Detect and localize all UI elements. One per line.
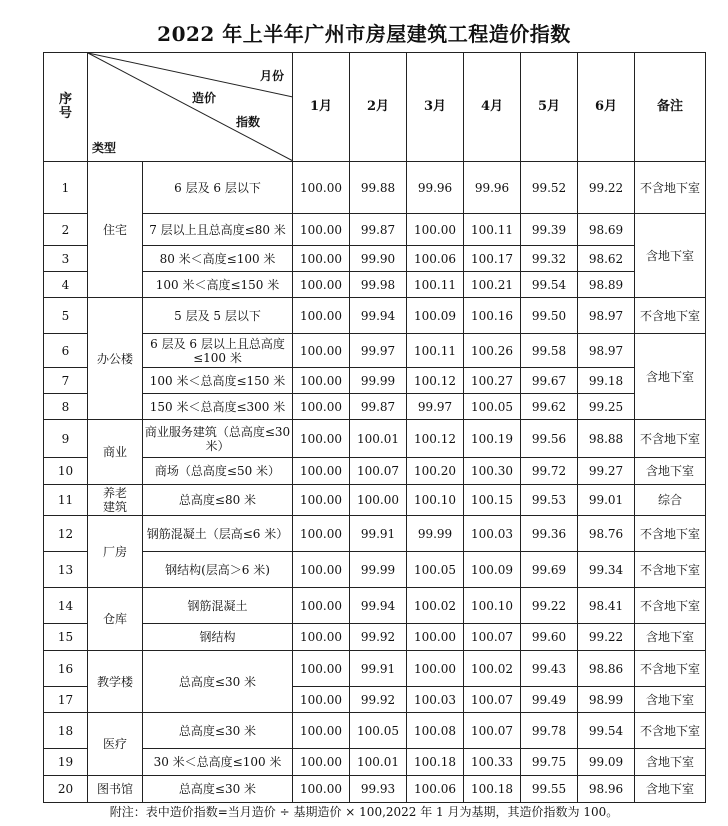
cell-value: 99.91 <box>350 651 407 687</box>
cell-value: 99.75 <box>521 749 578 776</box>
cell-value: 100.11 <box>407 334 464 368</box>
cell-value: 99.72 <box>521 458 578 485</box>
cell-value: 100.33 <box>464 749 521 776</box>
cell-value: 100.05 <box>407 552 464 588</box>
cell-value: 100.03 <box>407 687 464 713</box>
row-desc: 钢结构 <box>143 624 293 651</box>
cell-value: 99.09 <box>578 749 635 776</box>
table-row <box>44 420 706 458</box>
table-row <box>44 394 706 420</box>
row-no: 16 <box>44 651 88 687</box>
cell-value: 98.88 <box>578 420 635 458</box>
cell-value: 100.30 <box>464 458 521 485</box>
cell-value: 99.99 <box>350 552 407 588</box>
category-library: 图书馆 <box>88 776 143 803</box>
header-index-label: 指数 <box>236 115 261 129</box>
cell-value: 100.05 <box>350 713 407 749</box>
cell-value: 100.12 <box>407 368 464 394</box>
row-no: 5 <box>44 298 88 334</box>
cell-value: 100.00 <box>293 485 350 516</box>
cell-value: 98.97 <box>578 334 635 368</box>
cell-value: 100.00 <box>293 588 350 624</box>
cell-value: 100.00 <box>293 214 350 246</box>
cell-value: 100.09 <box>464 552 521 588</box>
header-diagonal <box>88 53 293 162</box>
row-no: 17 <box>44 687 88 713</box>
footnote: 附注：表中造价指数=当月造价 ÷ 基期造价 × 100,2022 年 1 月为基期，其造价指数为 100。 <box>109 805 619 819</box>
category-office: 办公楼 <box>88 298 143 420</box>
row-desc: 钢结构(层高＞6 米) <box>143 552 293 588</box>
cell-value: 99.54 <box>521 272 578 298</box>
table-row <box>44 246 706 272</box>
header-note: 备注 <box>635 53 706 162</box>
row-note: 不含地下室 <box>635 588 706 624</box>
cell-value: 100.06 <box>407 776 464 803</box>
cell-value: 98.97 <box>578 298 635 334</box>
cell-value: 100.07 <box>464 687 521 713</box>
cell-value: 99.60 <box>521 624 578 651</box>
row-no: 4 <box>44 272 88 298</box>
cell-value: 99.43 <box>521 651 578 687</box>
cell-value: 100.06 <box>407 246 464 272</box>
cell-value: 100.00 <box>407 214 464 246</box>
cell-value: 99.91 <box>350 516 407 552</box>
cell-value: 100.00 <box>293 516 350 552</box>
cell-value: 100.00 <box>293 334 350 368</box>
cell-value: 99.53 <box>521 485 578 516</box>
cell-value: 99.87 <box>350 214 407 246</box>
row-note: 含地下室 <box>635 458 706 485</box>
cell-value: 100.12 <box>407 420 464 458</box>
row-note: 不含地下室 <box>635 552 706 588</box>
category-warehouse: 仓库 <box>88 588 143 651</box>
cell-value: 100.00 <box>293 713 350 749</box>
table-row <box>44 552 706 588</box>
header-month-label: 月份 <box>259 69 284 83</box>
table-row <box>44 776 706 803</box>
cell-value: 98.99 <box>578 687 635 713</box>
cell-value: 98.96 <box>578 776 635 803</box>
table-row <box>44 588 706 624</box>
cell-value: 100.17 <box>464 246 521 272</box>
row-desc: 6 层及 6 层以上且总高度≤100 米 <box>143 334 293 368</box>
cell-value: 99.18 <box>578 368 635 394</box>
cell-value: 99.54 <box>578 713 635 749</box>
cell-value: 99.50 <box>521 298 578 334</box>
category-commercial: 商业 <box>88 420 143 485</box>
cell-value: 99.97 <box>350 334 407 368</box>
cell-value: 99.34 <box>578 552 635 588</box>
cell-value: 99.98 <box>350 272 407 298</box>
header-row <box>44 53 706 162</box>
cell-value: 99.92 <box>350 687 407 713</box>
cell-value: 100.20 <box>407 458 464 485</box>
cell-value: 99.94 <box>350 588 407 624</box>
cell-value: 99.39 <box>521 214 578 246</box>
row-desc: 商场（总高度≤50 米） <box>143 458 293 485</box>
table-row <box>44 214 706 246</box>
row-desc: 100 米＜总高度≤150 米 <box>143 368 293 394</box>
row-note: 含地下室 <box>635 749 706 776</box>
row-no: 8 <box>44 394 88 420</box>
cell-value: 100.18 <box>464 776 521 803</box>
row-desc: 总高度≤30 米 <box>143 651 293 713</box>
cell-value: 99.56 <box>521 420 578 458</box>
row-desc: 钢筋混凝土 <box>143 588 293 624</box>
cell-value: 98.76 <box>578 516 635 552</box>
cell-value: 99.88 <box>350 162 407 214</box>
table-row <box>44 713 706 749</box>
cell-value: 99.87 <box>350 394 407 420</box>
cell-value: 99.62 <box>521 394 578 420</box>
category-medical: 医疗 <box>88 713 143 776</box>
cell-value: 99.97 <box>407 394 464 420</box>
cell-value: 98.69 <box>578 214 635 246</box>
cell-value: 99.25 <box>578 394 635 420</box>
cell-value: 99.99 <box>407 516 464 552</box>
row-no: 20 <box>44 776 88 803</box>
table-row <box>44 485 706 516</box>
cell-value: 99.69 <box>521 552 578 588</box>
cell-value: 100.05 <box>464 394 521 420</box>
header-month-3: 3月 <box>407 53 464 162</box>
cell-value: 99.96 <box>464 162 521 214</box>
cell-value: 100.00 <box>293 272 350 298</box>
cell-value: 100.11 <box>407 272 464 298</box>
row-note: 不含地下室 <box>635 713 706 749</box>
cell-value: 100.00 <box>293 368 350 394</box>
row-note: 不含地下室 <box>635 516 706 552</box>
header-month-5: 5月 <box>521 53 578 162</box>
cell-value: 99.99 <box>350 368 407 394</box>
cell-value: 100.00 <box>293 394 350 420</box>
cell-value: 100.21 <box>464 272 521 298</box>
cell-value: 100.00 <box>293 687 350 713</box>
cell-value: 99.67 <box>521 368 578 394</box>
cell-value: 100.00 <box>407 651 464 687</box>
row-desc: 钢筋混凝土（层高≤6 米） <box>143 516 293 552</box>
cell-value: 100.26 <box>464 334 521 368</box>
header-type-label: 类型 <box>92 141 117 155</box>
cell-value: 100.00 <box>293 651 350 687</box>
cell-value: 98.62 <box>578 246 635 272</box>
cell-value: 99.22 <box>578 162 635 214</box>
table-row <box>44 298 706 334</box>
cell-value: 100.18 <box>407 749 464 776</box>
cell-value: 100.15 <box>464 485 521 516</box>
cell-value: 100.00 <box>293 420 350 458</box>
row-no: 6 <box>44 334 88 368</box>
page-title: 2022 年上半年广州市房屋建筑工程造价指数 <box>157 22 571 46</box>
cell-value: 100.10 <box>407 485 464 516</box>
row-desc: 总高度≤30 米 <box>143 713 293 749</box>
cell-value: 100.00 <box>293 458 350 485</box>
row-no: 19 <box>44 749 88 776</box>
cell-value: 100.07 <box>464 713 521 749</box>
cell-value: 100.02 <box>407 588 464 624</box>
cell-value: 100.00 <box>293 749 350 776</box>
cell-value: 99.01 <box>578 485 635 516</box>
row-note: 含地下室 <box>635 776 706 803</box>
cell-value: 100.00 <box>293 624 350 651</box>
row-no: 2 <box>44 214 88 246</box>
row-desc: 30 米＜总高度≤100 米 <box>143 749 293 776</box>
row-desc: 100 米＜高度≤150 米 <box>143 272 293 298</box>
cell-value: 98.86 <box>578 651 635 687</box>
row-no: 15 <box>44 624 88 651</box>
table-row <box>44 516 706 552</box>
header-seq: 序号 <box>44 53 88 162</box>
cell-value: 99.52 <box>521 162 578 214</box>
category-teaching: 教学楼 <box>88 651 143 713</box>
cell-value: 99.78 <box>521 713 578 749</box>
row-no: 3 <box>44 246 88 272</box>
cell-value: 100.07 <box>350 458 407 485</box>
cell-value: 100.00 <box>407 624 464 651</box>
table-row <box>44 368 706 394</box>
row-no: 14 <box>44 588 88 624</box>
row-desc: 80 米＜高度≤100 米 <box>143 246 293 272</box>
cell-value: 99.36 <box>521 516 578 552</box>
row-desc: 7 层以上且总高度≤80 米 <box>143 214 293 246</box>
row-desc: 6 层及 6 层以下 <box>143 162 293 214</box>
table-row <box>44 334 706 368</box>
table-row <box>44 651 706 687</box>
cell-value: 100.00 <box>293 552 350 588</box>
table-row <box>44 458 706 485</box>
row-note: 含地下室 <box>635 334 706 420</box>
cell-value: 100.00 <box>293 246 350 272</box>
cell-value: 99.94 <box>350 298 407 334</box>
header-month-2: 2月 <box>350 53 407 162</box>
cell-value: 100.00 <box>293 162 350 214</box>
cell-value: 99.93 <box>350 776 407 803</box>
cell-value: 99.27 <box>578 458 635 485</box>
row-no: 7 <box>44 368 88 394</box>
header-price-label: 造价 <box>192 91 217 105</box>
row-note: 含地下室 <box>635 687 706 713</box>
cell-value: 99.90 <box>350 246 407 272</box>
cell-value: 100.08 <box>407 713 464 749</box>
category-residential: 住宅 <box>88 162 143 298</box>
cell-value: 100.11 <box>464 214 521 246</box>
row-desc: 5 层及 5 层以下 <box>143 298 293 334</box>
category-elderly: 养老建筑 <box>88 485 143 516</box>
cell-value: 99.49 <box>521 687 578 713</box>
row-note: 不含地下室 <box>635 298 706 334</box>
row-desc: 150 米＜总高度≤300 米 <box>143 394 293 420</box>
category-factory: 厂房 <box>88 516 143 588</box>
cell-value: 100.00 <box>293 298 350 334</box>
row-desc: 总高度≤80 米 <box>143 485 293 516</box>
cell-value: 99.58 <box>521 334 578 368</box>
cell-value: 98.41 <box>578 588 635 624</box>
cell-value: 100.27 <box>464 368 521 394</box>
row-no: 18 <box>44 713 88 749</box>
row-no: 11 <box>44 485 88 516</box>
cell-value: 99.55 <box>521 776 578 803</box>
cell-value: 100.01 <box>350 749 407 776</box>
table-row <box>44 624 706 651</box>
cell-value: 98.89 <box>578 272 635 298</box>
header-month-6: 6月 <box>578 53 635 162</box>
cell-value: 100.01 <box>350 420 407 458</box>
cell-value: 100.03 <box>464 516 521 552</box>
row-desc: 总高度≤30 米 <box>143 776 293 803</box>
table-row <box>44 162 706 214</box>
index-table <box>43 52 706 803</box>
cell-value: 99.96 <box>407 162 464 214</box>
row-note: 不含地下室 <box>635 162 706 214</box>
row-no: 13 <box>44 552 88 588</box>
cell-value: 100.02 <box>464 651 521 687</box>
cell-value: 100.00 <box>350 485 407 516</box>
cell-value: 100.09 <box>407 298 464 334</box>
row-no: 10 <box>44 458 88 485</box>
cell-value: 99.92 <box>350 624 407 651</box>
row-note: 不含地下室 <box>635 651 706 687</box>
header-month-4: 4月 <box>464 53 521 162</box>
table-row <box>44 749 706 776</box>
cell-value: 99.32 <box>521 246 578 272</box>
row-note: 综合 <box>635 485 706 516</box>
row-no: 9 <box>44 420 88 458</box>
row-no: 12 <box>44 516 88 552</box>
row-note: 含地下室 <box>635 214 706 298</box>
cell-value: 100.10 <box>464 588 521 624</box>
row-note: 含地下室 <box>635 624 706 651</box>
row-desc: 商业服务建筑（总高度≤30 米） <box>143 420 293 458</box>
cell-value: 100.16 <box>464 298 521 334</box>
table-row <box>44 272 706 298</box>
row-no: 1 <box>44 162 88 214</box>
header-month-1: 1月 <box>293 53 350 162</box>
cell-value: 99.22 <box>521 588 578 624</box>
cell-value: 100.19 <box>464 420 521 458</box>
cell-value: 99.22 <box>578 624 635 651</box>
cell-value: 100.07 <box>464 624 521 651</box>
cell-value: 100.00 <box>293 776 350 803</box>
row-note: 不含地下室 <box>635 420 706 458</box>
